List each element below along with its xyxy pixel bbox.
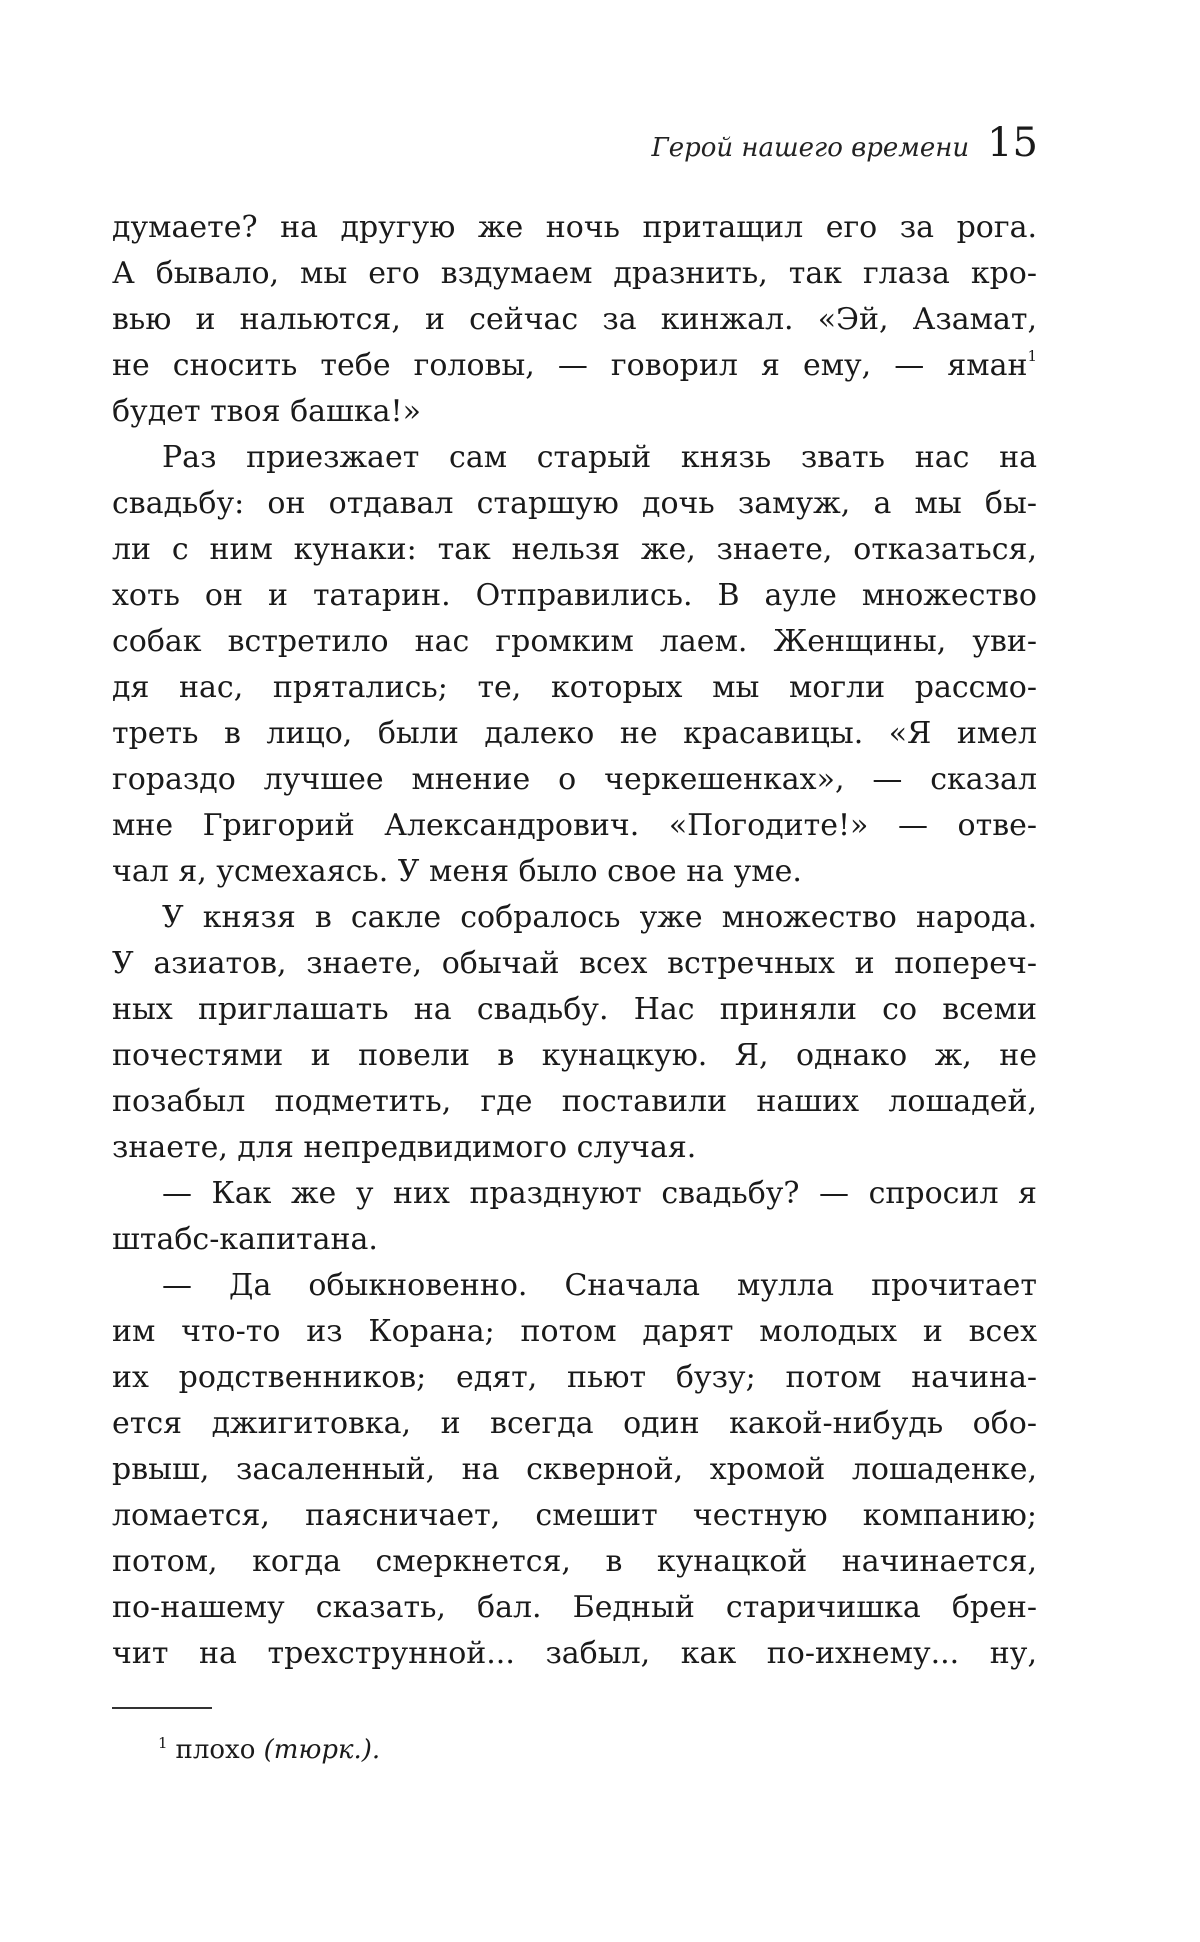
footnote-number: 1 — [158, 1734, 168, 1752]
text-line: их родственников; едят, пьют бузу; потом начина- — [112, 1360, 1037, 1395]
text-line: по-нашему сказать, бал. Бедный старичишка брен- — [112, 1590, 1037, 1625]
text-line: свадьбу: он отдавал старшую дочь замуж, а мы бы- — [112, 486, 1037, 521]
text-line: ломается, паясничает, смешит честную компанию; — [112, 1498, 1037, 1533]
text-line: почестями и повели в кунацкую. Я, однако ж, не — [112, 1038, 1037, 1073]
text-line: дя нас, прятались; те, которых мы могли рассмо- — [112, 670, 1037, 705]
text-line: штабс-капитана. — [112, 1222, 378, 1257]
text-line: мне Григорий Александрович. «Погодите!» — отве- — [112, 808, 1037, 843]
text-line: Раз приезжает сам старый князь звать нас на — [162, 440, 1037, 475]
page-number: 15 — [987, 120, 1038, 166]
footnote-rule — [112, 1707, 212, 1709]
text-line: хоть он и татарин. Отправились. В ауле множество — [112, 578, 1037, 613]
text-line: им что-то из Корана; потом дарят молодых и всех — [112, 1314, 1037, 1349]
paragraph — [112, 1263, 1037, 1677]
text-line: ли с ним кунаки: так нельзя же, знаете, отказаться, — [112, 532, 1037, 567]
text-line: рвыш, засаленный, на скверной, хромой лошаденке, — [112, 1452, 1037, 1487]
footnote-reference[interactable]: 1 — [1027, 347, 1037, 365]
text-line: ных приглашать на свадьбу. Нас приняли со всеми — [112, 992, 1037, 1027]
text-line: ется джигитовка, и всегда один какой-нибудь обо- — [112, 1406, 1037, 1441]
text-line: собак встретило нас громким лаем. Женщины, уви- — [112, 624, 1037, 659]
text-line: чит на трехструнной... забыл, как по-ихнему... ну, — [112, 1636, 1037, 1671]
text-line: А бывало, мы его вздумаем дразнить, так глаза кро- — [112, 256, 1037, 291]
body-text — [112, 205, 1037, 1677]
text-line: чал я, усмехаясь. У меня было свое на уме. — [112, 854, 802, 889]
paragraph — [112, 435, 1037, 895]
text-line: вью и нальются, и сейчас за кинжал. «Эй, Азамат, — [112, 302, 1037, 337]
paragraph — [112, 205, 1037, 435]
text-line: треть в лицо, были далеко не красавицы. «Я имел — [112, 716, 1037, 751]
paragraph — [112, 895, 1037, 1171]
text-line: гораздо лучшее мнение о черкешенках», — сказал — [112, 762, 1037, 797]
paragraph — [112, 1171, 1037, 1263]
running-head — [652, 120, 1039, 166]
footnote-text: плохо — [175, 1735, 256, 1765]
text-line: знаете, для непредвидимого случая. — [112, 1130, 697, 1165]
text-line: будет твоя башка!» — [112, 394, 421, 429]
footnote — [158, 1730, 380, 1770]
text-line: позабыл подметить, где поставили наших лошадей, — [112, 1084, 1037, 1119]
text-line: потом, когда смеркнется, в кунацкой начинается, — [112, 1544, 1037, 1579]
text-line: думаете? на другую же ночь притащил его за рога. — [112, 210, 1037, 245]
text-line: У князя в сакле собралось уже множество народа. — [162, 900, 1037, 935]
footnote-note: (тюрк.). — [263, 1735, 381, 1765]
text-line: не сносить тебе головы, — говорил я ему, — яман$^1$ — [112, 347, 1037, 383]
text-line: — Да обыкновенно. Сначала мулла прочитает — [162, 1268, 1037, 1303]
running-title: Герой нашего времени — [651, 133, 970, 163]
text-line: У азиатов, знаете, обычай всех встречных и попереч- — [112, 946, 1037, 981]
text-line: — Как же у них празднуют свадьбу? — спросил я — [162, 1176, 1037, 1211]
